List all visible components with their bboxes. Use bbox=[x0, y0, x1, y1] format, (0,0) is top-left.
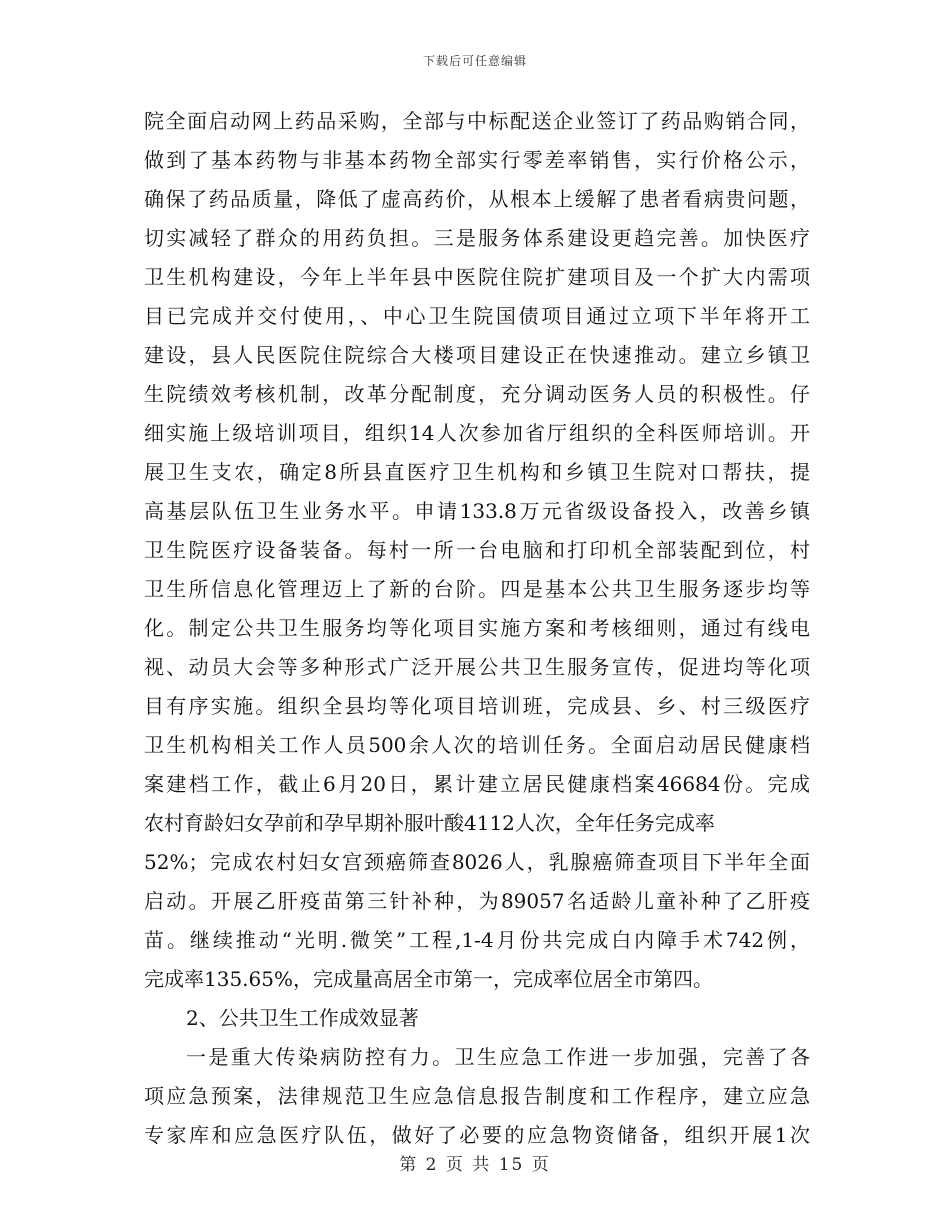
text-line: 卫生院医疗设备装备。每村一所一台电脑和打印机全部装配到位，村 bbox=[144, 538, 810, 562]
text-line: 高基层队伍卫生业务水平。申请133.8万元省级设备投入，改善乡镇 bbox=[144, 499, 810, 523]
text-line: 目有序实施。组织全县均等化项目培训班，完成县、乡、村三级医疗 bbox=[144, 694, 810, 718]
text-line: 农村育龄妇女孕前和孕早期补服叶酸4112人次，全年任务完成率 bbox=[144, 811, 715, 835]
page-header: 下载后可任意编辑 bbox=[422, 54, 527, 68]
text-line: 视、动员大会等多种形式广泛开展公共卫生服务宣传，促进均等化项 bbox=[144, 655, 810, 679]
text-line: 院全面启动网上药品采购，全部与中标配送企业签订了药品购销合同， bbox=[144, 109, 810, 133]
text-line: 目已完成并交付使用，、中心卫生院国债项目通过立项下半年将开工 bbox=[144, 304, 810, 328]
text-line: 完成率135.65%，完成量高居全市第一，完成率位居全市第四。 bbox=[144, 967, 713, 991]
text-line: 专家库和应急医疗队伍，做好了必要的应急物资储备，组织开展1次 bbox=[144, 1123, 810, 1147]
text-line: 52%；完成农村妇女宫颈癌筛查8026人，乳腺癌筛查项目下半年全面 bbox=[144, 850, 810, 874]
text-line: 建设，县人民医院住院综合大楼项目建设正在快速推动。建立乡镇卫 bbox=[144, 343, 810, 367]
text-line: 生院绩效考核机制，改革分配制度，充分调动医务人员的积极性。仔 bbox=[144, 382, 810, 406]
text-line: 项应急预案，法律规范卫生应急信息报告制度和工作程序，建立应急 bbox=[144, 1084, 810, 1108]
text-line: 做到了基本药物与非基本药物全部实行零差率销售，实行价格公示， bbox=[144, 148, 810, 172]
text-line: 展卫生支农，确定8所县直医疗卫生机构和乡镇卫生院对口帮扶，提 bbox=[144, 460, 810, 484]
text-line: 苗。继续推动“光明.微笑”工程,1-4月份共完成白内障手术742例， bbox=[144, 928, 810, 952]
text-line: 案建档工作，截止6月20日，累计建立居民健康档案46684份。完成 bbox=[144, 772, 810, 796]
text-line: 卫生机构建设，今年上半年县中医院住院扩建项目及一个扩大内需项 bbox=[144, 265, 810, 289]
text-line: 卫生所信息化管理迈上了新的台阶。四是基本公共卫生服务逐步均等 bbox=[144, 577, 810, 601]
text-line: 卫生机构相关工作人员500余人次的培训任务。全面启动居民健康档 bbox=[144, 733, 810, 757]
document-body bbox=[144, 102, 810, 1155]
text-line: 细实施上级培训项目，组织14人次参加省厅组织的全科医师培训。开 bbox=[144, 421, 810, 445]
text-line: 切实减轻了群众的用药负担。三是服务体系建设更趋完善。加快医疗 bbox=[144, 226, 810, 250]
text-line: 启动。开展乙肝疫苗第三针补种，为89057名适龄儿童补种了乙肝疫 bbox=[144, 889, 810, 913]
page-footer: 第 2 页 共 15 页 bbox=[399, 1155, 551, 1175]
text-line: 确保了药品质量，降低了虚高药价，从根本上缓解了患者看病贵问题， bbox=[144, 187, 810, 211]
text-line: 一是重大传染病防控有力。卫生应急工作进一步加强，完善了各 bbox=[186, 1045, 810, 1069]
section-heading: 2、公共卫生工作成效显著 bbox=[186, 1006, 419, 1030]
text-line: 化。制定公共卫生服务均等化项目实施方案和考核细则，通过有线电 bbox=[144, 616, 810, 640]
